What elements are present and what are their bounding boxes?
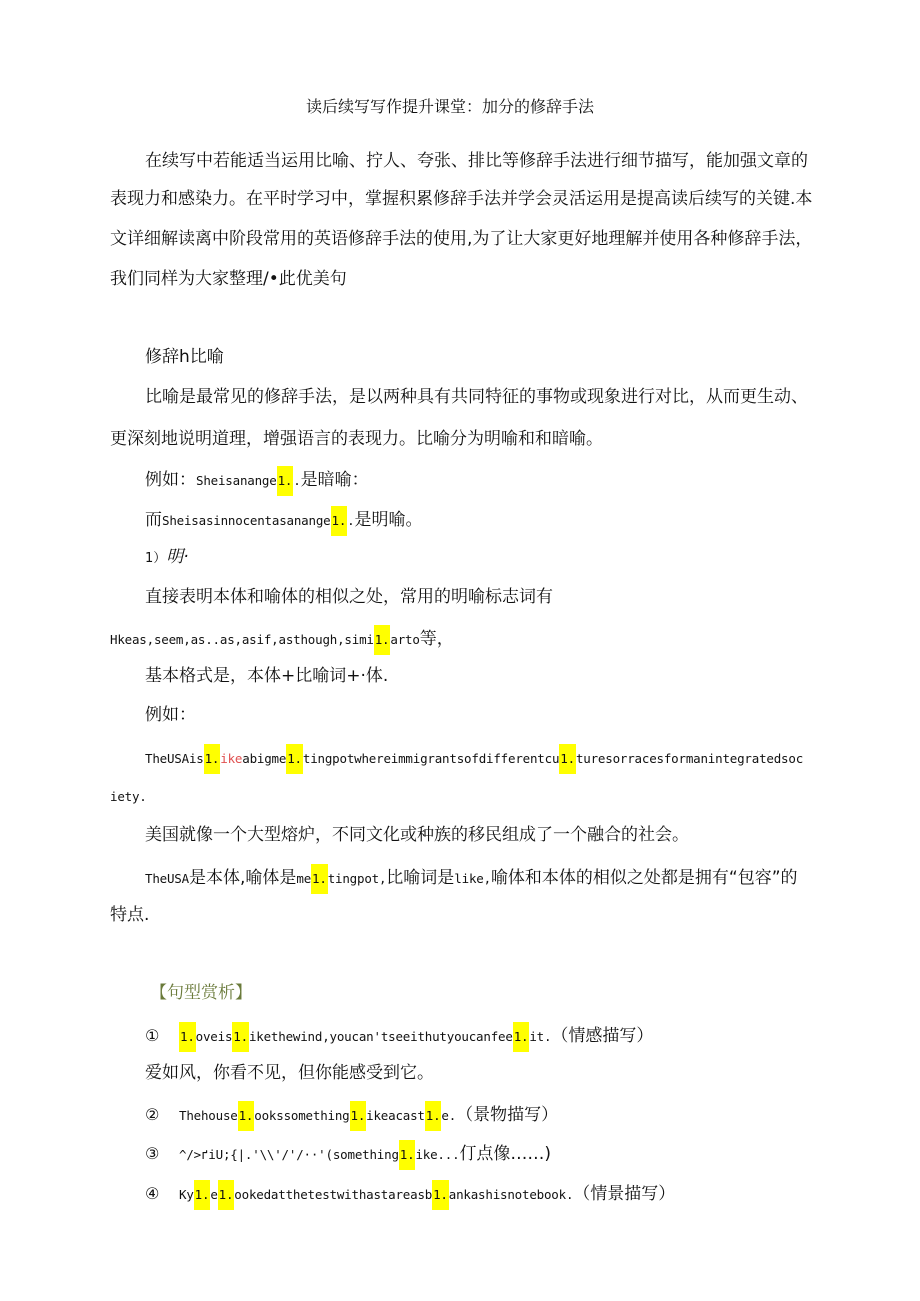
- item-4: ④ Ky1.e1.ookedatthetestwithastareasb1.ankashisnotebook.（情景描写）: [145, 1180, 675, 1210]
- example-label: 例如：: [145, 705, 196, 725]
- highlight: 1.: [286, 744, 303, 774]
- document-title: 读后续写写作提升课堂：加分的修辞手法: [306, 97, 595, 116]
- highlight: 1.: [311, 864, 328, 894]
- format-line: 基本格式是，本体+比喻词+·体.: [145, 666, 389, 686]
- highlight: 1.: [374, 625, 391, 655]
- item-3: ③ ^/>ґiU;{|.'\\'/'/··'(something1.ike...仃点像……): [145, 1140, 551, 1170]
- highlight: 1.: [513, 1022, 530, 1052]
- highlight: 1.: [350, 1101, 367, 1131]
- section-heading-metaphor: 修辞h比喻: [145, 347, 224, 367]
- intro-line-4: 我们同样为大家整理/•此优美句: [110, 269, 347, 289]
- item-1-translation: 爱如风，你看不见，但你能感受到它。: [145, 1063, 434, 1083]
- para1-line-1: 比喻是最常见的修辞手法，是以两种具有共同特征的事物或现象进行对比，从而更生动、: [145, 387, 808, 407]
- para2: 直接表明本体和喻体的相似之处，常用的明喻标志词有: [145, 587, 553, 607]
- highlight: 1.: [204, 744, 221, 774]
- highlight: 1.: [179, 1022, 196, 1052]
- highlight: 1.: [425, 1101, 442, 1131]
- translation: 美国就像一个大型熔炉，不同文化或种族的移民组成了一个融合的社会。: [145, 825, 689, 845]
- highlight: 1.: [559, 744, 576, 774]
- simile-markers: Hkeas,seem,as..as,asif,asthough,simi1.arto等，: [110, 625, 454, 655]
- highlight: 1.: [331, 506, 348, 536]
- example-sentence-line-2: iety.: [110, 789, 147, 804]
- item-1: ① 1.oveis1.ikethewind,youcan'tseeithutyoucanfee1.it.（情感描写）: [145, 1022, 653, 1052]
- item-2: ② Thehouse1.ookssomething1.ikeacast1.e.（景物描写）: [145, 1101, 558, 1131]
- highlight: 1.: [432, 1180, 449, 1210]
- highlight: 1.: [238, 1101, 255, 1131]
- highlight: 1.: [277, 466, 294, 496]
- section-sentence-analysis: 【句型赏析】: [150, 983, 252, 1003]
- highlight: 1.: [399, 1140, 416, 1170]
- highlight: 1.: [194, 1180, 211, 1210]
- subsection-simile: 1）明·: [145, 547, 189, 567]
- example-sentence-line-1: TheUSAis1.ikeabigme1.tingpotwhereimmigrantsofdifferentcu1.turesorracesformanintegratedsoc: [145, 744, 803, 774]
- intro-line-2: 表现力和感染力。在平时学习中，掌握积累修辞手法并学会灵活运用是提高读后续写的关键.本: [110, 189, 813, 209]
- para1-line-2: 更深刻地说明道理，增强语言的表现力。比喻分为明喻和和暗喻。: [110, 429, 603, 449]
- example-simile: 而Sheisasinnocentasanange1..是明喻。: [145, 506, 422, 536]
- analysis-line-1: TheUSA是本体,喻体是me1.tingpot,比喻词是like,喻体和本体的相似之处都是拥有“包容”的: [145, 864, 798, 894]
- intro-line-3: 文详细解读离中阶段常用的英语修辞手法的使用,为了让大家更好地理解并使用各种修辞手法，: [110, 229, 813, 249]
- analysis-line-2: 特点.: [110, 905, 150, 925]
- intro-line-1: 在续写中若能适当运用比喻、拧人、夸张、排比等修辞手法进行细节描写，能加强文章的: [145, 151, 808, 171]
- highlight: 1.: [218, 1180, 235, 1210]
- highlight: 1.: [232, 1022, 249, 1052]
- example-metaphor: 例如：Sheisanange1..是暗喻：: [145, 466, 369, 496]
